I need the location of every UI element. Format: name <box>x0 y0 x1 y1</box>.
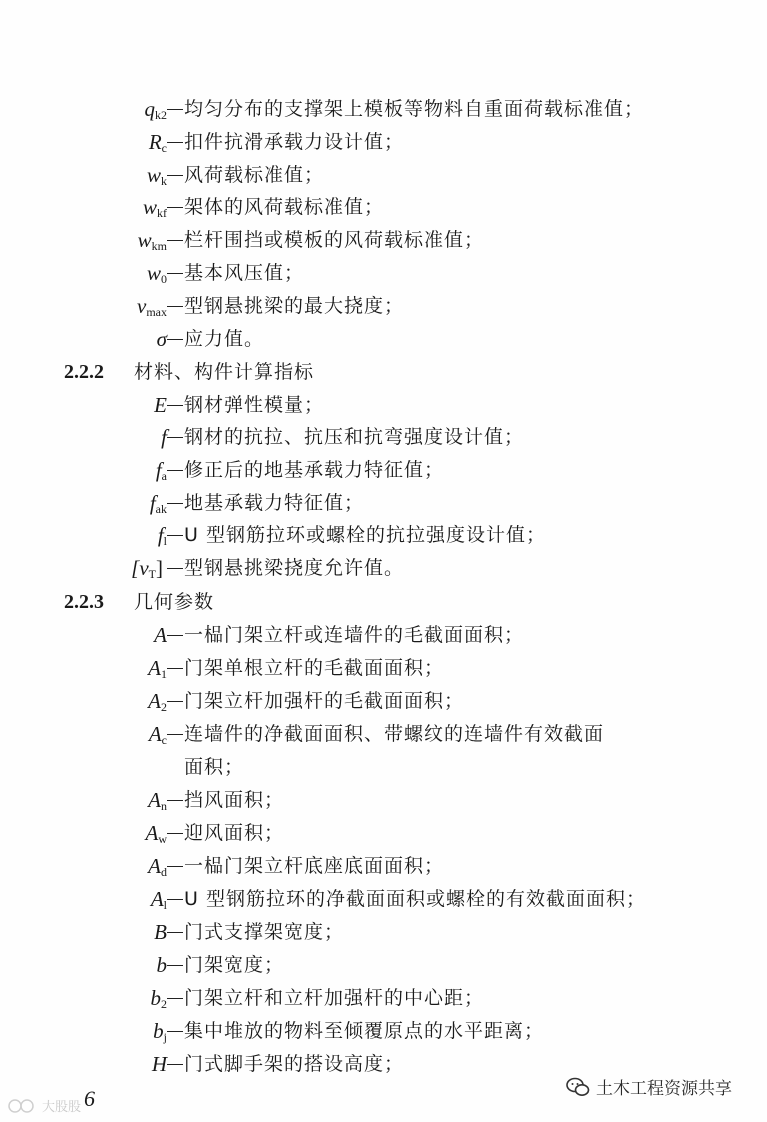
symbol-letter: A <box>148 722 162 746</box>
symbol-letter: R <box>148 130 162 154</box>
em-dash-separator <box>167 965 183 966</box>
symbol-entry <box>0 851 767 881</box>
symbol-entry <box>0 291 767 321</box>
entry-symbol <box>157 324 167 354</box>
entry-symbol <box>149 719 167 755</box>
em-dash-separator <box>167 207 183 208</box>
entry-symbol <box>148 851 167 887</box>
entry-description: U 型钢筋拉环的净截面面积或螺栓的有效截面面积； <box>184 888 646 910</box>
symbol-entry <box>0 785 767 815</box>
entry-description-continued: 面积； <box>184 756 245 778</box>
watermark-logo-icon <box>8 1098 38 1114</box>
watermark-left <box>8 1096 81 1115</box>
symbol-letter: w <box>146 261 161 285</box>
symbol-subscript: j <box>163 1030 167 1044</box>
entry-description: 扣件抗滑承载力设计值； <box>184 131 405 153</box>
symbol-subscript: c <box>161 141 167 155</box>
entry-description: 型钢悬挑梁挠度允许值。 <box>184 557 405 579</box>
symbol-subscript: 2 <box>161 700 167 714</box>
symbol-subscript: d <box>161 865 167 879</box>
entry-description: 风荷载标准值； <box>184 164 325 186</box>
symbol-entry <box>0 488 767 518</box>
entry-symbol <box>151 983 168 1019</box>
entry-symbol <box>154 390 167 420</box>
entry-symbol <box>143 192 167 228</box>
symbol-letter: E <box>154 393 167 417</box>
em-dash-separator <box>167 1064 183 1065</box>
entry-description: 门式脚手架的搭设高度； <box>184 1053 405 1075</box>
entry-symbol <box>150 488 167 524</box>
entry-description: 均匀分布的支撑架上模板等物料自重面荷载标准值； <box>184 98 645 120</box>
section-title: 材料、构件计算指标 <box>134 361 315 383</box>
entry-description: 架体的风荷载标准值； <box>184 196 385 218</box>
em-dash-separator <box>167 1031 183 1032</box>
entry-description: 一榀门架立杆或连墙件的毛截面面积； <box>184 624 525 646</box>
entry-symbol <box>148 653 167 689</box>
entry-continuation <box>0 752 767 782</box>
symbol-letter: σ <box>156 327 167 351</box>
section-number: 2.2.2 <box>64 361 104 383</box>
entry-symbol <box>146 818 168 854</box>
symbol-entry <box>0 94 767 124</box>
section-title: 几何参数 <box>134 591 215 613</box>
em-dash-separator <box>167 535 183 536</box>
entry-description: 迎风面积； <box>184 822 285 844</box>
watermark-right-text: 土木工程资源共享 <box>596 1079 732 1099</box>
symbol-subscript: kf <box>157 206 167 220</box>
symbol-entry <box>0 390 767 420</box>
entry-description: 型钢悬挑梁的最大挠度； <box>184 295 405 317</box>
symbol-letter: A <box>148 689 161 713</box>
symbol-subscript: n <box>161 799 167 813</box>
symbol-subscript: 0 <box>161 272 167 286</box>
symbol-subscript: 2 <box>161 997 167 1011</box>
entry-symbol <box>157 950 168 980</box>
entry-description: 一榀门架立杆底座底面面积； <box>184 855 445 877</box>
entry-symbol <box>152 1049 167 1079</box>
symbol-subscript: a <box>161 469 167 483</box>
em-dash-separator <box>167 800 183 801</box>
symbol-entry <box>0 620 767 650</box>
symbol-entry <box>0 160 767 190</box>
symbol-entry <box>0 422 767 452</box>
entry-description: 门架宽度； <box>184 954 285 976</box>
em-dash-separator <box>167 866 183 867</box>
entry-description: 应力值。 <box>184 328 265 350</box>
em-dash-separator <box>167 273 183 274</box>
symbol-letter: w <box>146 163 161 187</box>
symbol-subscript: ak <box>155 502 167 516</box>
symbol-entry <box>0 653 767 683</box>
watermark-right <box>566 1074 732 1099</box>
symbol-entry <box>0 324 767 354</box>
entry-description: 钢材弹性模量； <box>184 394 325 416</box>
symbol-subscript: k2 <box>155 108 167 122</box>
symbol-letter: A <box>148 656 161 680</box>
watermark-left-text: 大股股 <box>42 1100 82 1115</box>
em-dash-separator <box>167 932 183 933</box>
symbol-letter: q <box>144 97 155 121</box>
symbol-entry <box>0 225 767 255</box>
symbol-entry <box>0 520 767 550</box>
symbol-entry <box>0 553 767 583</box>
em-dash-separator <box>167 109 183 110</box>
symbol-subscript: 1 <box>161 667 167 681</box>
entry-description: 门架立杆加强杆的毛截面面积； <box>184 690 465 712</box>
symbol-letter: H <box>151 1052 167 1076</box>
symbol-entry <box>0 818 767 848</box>
em-dash-separator <box>167 437 183 438</box>
symbol-letter: A <box>148 854 161 878</box>
entry-description: 挡风面积； <box>184 789 285 811</box>
em-dash-separator <box>167 339 183 340</box>
symbol-letter: A <box>154 623 167 647</box>
symbol-letter: b <box>150 986 161 1010</box>
entry-symbol <box>149 127 167 163</box>
symbol-subscript: l <box>163 898 167 912</box>
entry-symbol <box>148 686 167 722</box>
entry-symbol <box>156 455 167 491</box>
entry-symbol <box>147 258 167 294</box>
section-number: 2.2.3 <box>64 591 104 613</box>
entry-symbol <box>147 160 167 196</box>
symbol-letter: b <box>156 953 167 977</box>
em-dash-separator <box>167 734 183 735</box>
entry-symbol <box>154 917 167 947</box>
em-dash-separator <box>167 306 183 307</box>
symbol-letter: A <box>148 788 161 812</box>
symbol-subscript: w <box>158 832 167 846</box>
symbol-letter: A <box>145 821 159 845</box>
symbol-entry <box>0 686 767 716</box>
em-dash-separator <box>167 668 183 669</box>
symbol-letter: b <box>153 1019 164 1043</box>
symbol-letter: f <box>155 458 162 482</box>
symbol-letter: f <box>161 425 167 449</box>
symbol-letter: w <box>142 195 157 219</box>
symbol-subscript: l <box>163 534 167 548</box>
entry-description: 集中堆放的物料至倾覆原点的水平距离； <box>184 1020 545 1042</box>
symbol-entry <box>0 127 767 157</box>
entry-symbol <box>153 1016 167 1052</box>
entry-symbol <box>138 225 167 261</box>
symbol-entry <box>0 884 767 914</box>
entry-description: 门架单根立杆的毛截面面积； <box>184 657 445 679</box>
symbol-letter: w <box>137 228 152 252</box>
entry-symbol <box>145 94 168 130</box>
symbol-letter: [v <box>131 556 149 580</box>
em-dash-separator <box>167 635 183 636</box>
section-heading <box>64 587 214 617</box>
entry-description: 门式支撑架宽度； <box>184 921 345 943</box>
em-dash-separator <box>167 998 183 999</box>
entry-symbol <box>154 620 167 650</box>
entry-symbol <box>158 520 167 556</box>
entry-description: 修正后的地基承载力特征值； <box>184 459 445 481</box>
em-dash-separator <box>167 142 183 143</box>
symbol-entry <box>0 950 767 980</box>
em-dash-separator <box>167 175 183 176</box>
symbol-letter: v <box>137 294 147 318</box>
symbol-entry <box>0 719 767 749</box>
symbol-entry <box>0 917 767 947</box>
em-dash-separator <box>167 470 183 471</box>
entry-description: 栏杆围挡或模板的风荷载标准值； <box>184 229 485 251</box>
entry-symbol <box>148 785 167 821</box>
entry-description: 基本风压值； <box>184 262 305 284</box>
em-dash-separator <box>167 833 183 834</box>
symbol-letter: f <box>157 523 164 547</box>
symbol-entry <box>0 258 767 288</box>
entry-description: 连墙件的净截面面积、带螺纹的连墙件有效截面 <box>184 723 605 745</box>
entry-description: 门架立杆和立杆加强杆的中心距； <box>184 987 485 1009</box>
symbol-entry <box>0 455 767 485</box>
em-dash-separator <box>167 568 183 569</box>
symbol-entry <box>0 192 767 222</box>
entry-symbol <box>151 884 167 920</box>
symbol-entry <box>0 983 767 1013</box>
symbol-letter: A <box>150 887 164 911</box>
wechat-icon <box>566 1076 590 1098</box>
entry-symbol <box>137 291 167 327</box>
symbol-subscript: T <box>148 567 156 581</box>
entry-description: U 型钢筋拉环或螺栓的抗拉强度设计值； <box>184 524 546 546</box>
entry-description: 钢材的抗拉、抗压和抗弯强度设计值； <box>184 426 525 448</box>
em-dash-separator <box>167 503 183 504</box>
symbol-subscript: c <box>161 733 167 747</box>
entry-symbol <box>131 553 163 589</box>
entry-description: 地基承载力特征值； <box>184 492 365 514</box>
em-dash-separator <box>167 405 183 406</box>
symbol-entry <box>0 1016 767 1046</box>
section-heading <box>64 357 314 387</box>
page-number: 6 <box>84 1086 95 1111</box>
em-dash-separator <box>167 240 183 241</box>
em-dash-separator <box>167 899 183 900</box>
symbol-letter: f <box>149 491 156 515</box>
symbol-letter: B <box>154 920 167 944</box>
symbol-subscript: max <box>146 305 167 319</box>
symbol-bracket: ] <box>156 556 163 580</box>
em-dash-separator <box>167 701 183 702</box>
symbol-subscript: km <box>151 239 167 253</box>
symbol-subscript: k <box>161 174 167 188</box>
